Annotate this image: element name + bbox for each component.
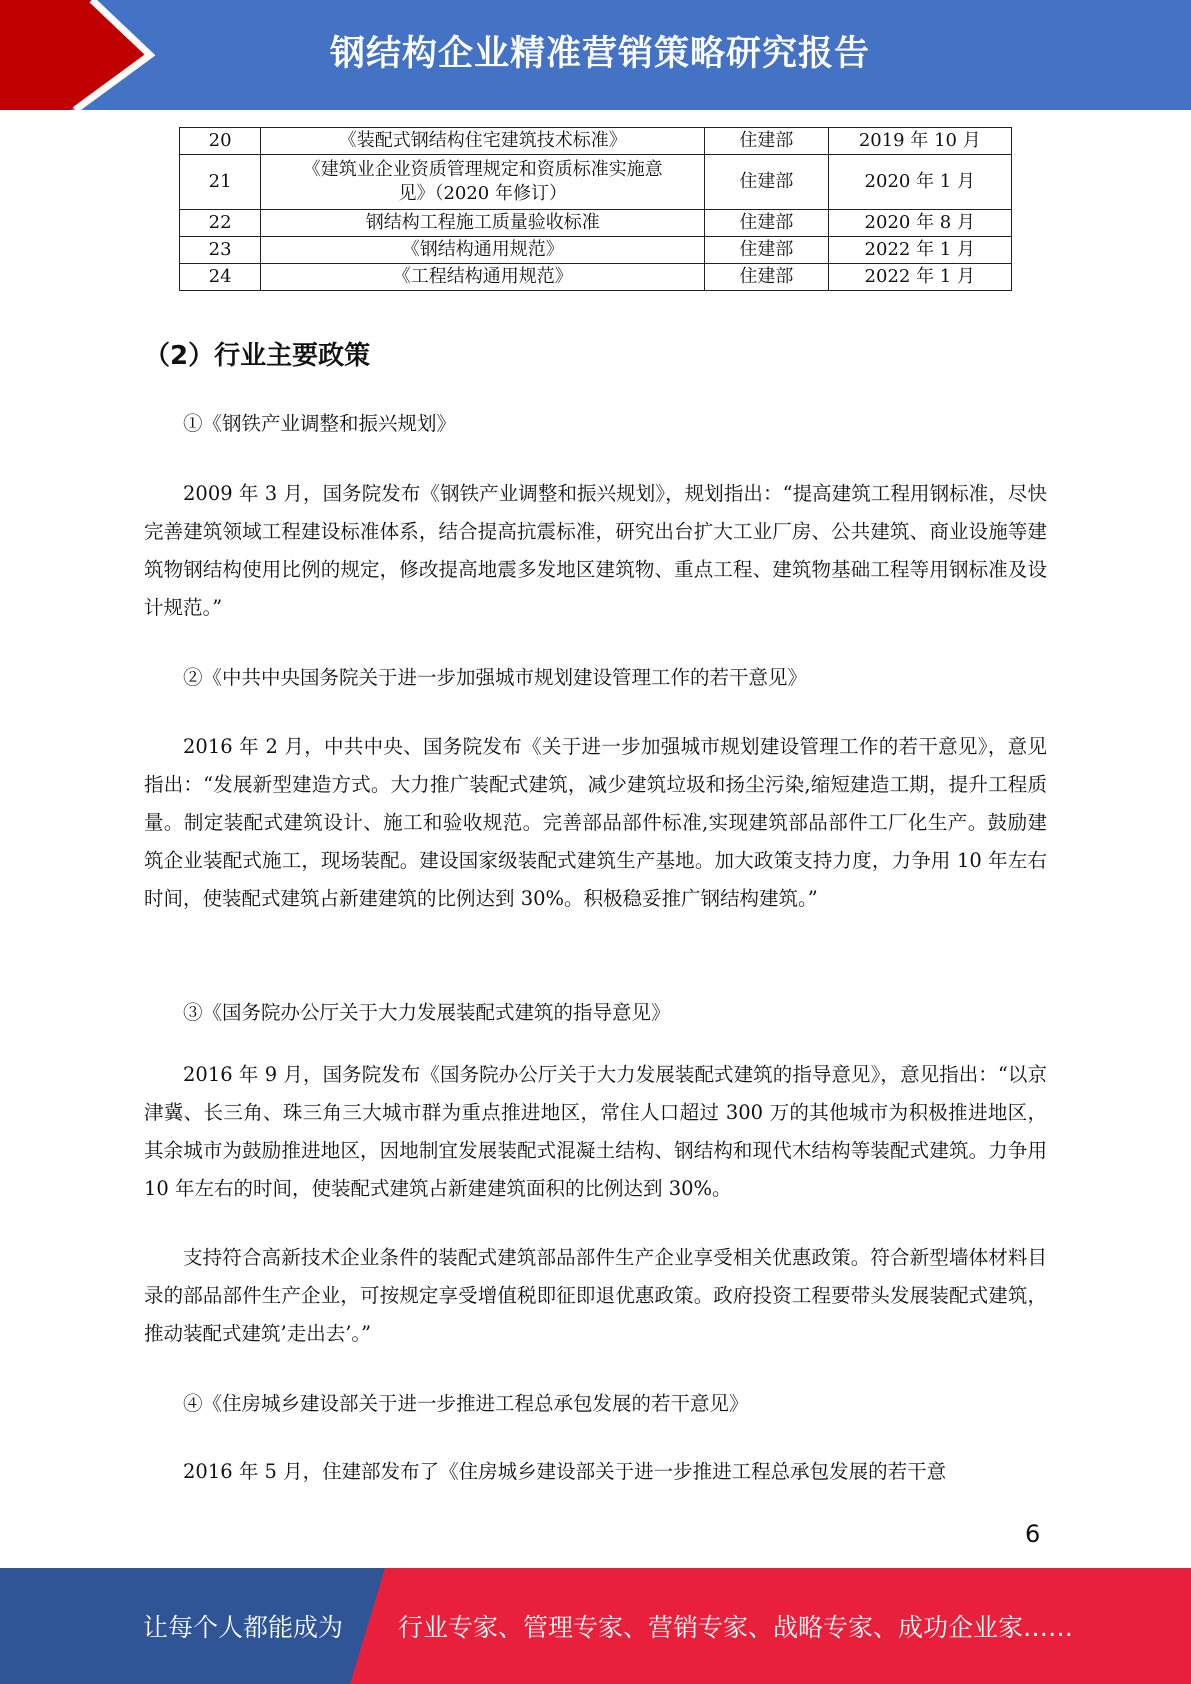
issuer: 住建部: [705, 155, 828, 210]
paragraph: 支持符合高新技术企业条件的装配式建筑部品部件生产企业享受相关优惠政策。符合新型墙体材料目录的部品部件生产企业，可按规定享受增值税即征即退优惠政策。政府投资工程要带头发展装配式建筑，推动装配式建筑’走出去’。”: [144, 1246, 1047, 1345]
table-row: [180, 128, 1012, 155]
table-row: [180, 210, 1012, 237]
page-header: [0, 0, 1191, 110]
issuer: 住建部: [705, 128, 828, 155]
issue-date: 2020 年 8 月: [828, 210, 1011, 237]
issuer: 住建部: [705, 264, 828, 291]
section-heading: （2）行业主要政策: [144, 341, 371, 371]
policy-title: ④《住房城乡建设部关于进一步推进工程总承包发展的若干意见》: [183, 1392, 749, 1415]
issuer: 住建部: [705, 210, 828, 237]
footer-slogan-left: 让每个人都能成为: [143, 1613, 344, 1642]
table-row: [180, 264, 1012, 291]
standard-name: 《工程结构通用规范》: [261, 264, 705, 291]
paragraph: 2016 年 5 月，住建部发布了《住房城乡建设部关于进一步推进工程总承包发展的若干意: [183, 1460, 947, 1483]
paragraph: 2016 年 9 月，国务院发布《国务院办公厅关于大力发展装配式建筑的指导意见》，意见指出：“以京津冀、长三角、珠三角三大城市群为重点推进地区，常住人口超过 300 万的其他城市为积极推进地区，其余城市为鼓励推进地区，因地制宜发展装配式混凝土结构、钢结构和现代木结构等装配式建筑。力争用 10 年左右的时间，使装配式建筑占新建建筑面积的比例达到 30%。: [144, 1063, 1047, 1200]
standard-name-line: 见》（2020 年修订）: [398, 183, 567, 204]
standard-name: [261, 155, 705, 210]
page-footer: [0, 1568, 1191, 1684]
row-number: 21: [180, 155, 261, 210]
policy-title: ①《钢铁产业调整和振兴规划》: [183, 412, 457, 435]
paragraph: 2009 年 3 月，国务院发布《钢铁产业调整和振兴规划》，规划指出：“提高建筑工程用钢标准，尽快完善建筑领域工程建设标准体系，结合提高抗震标准，研究出台扩大工业厂房、公共建筑、商业设施等建筑物钢结构使用比例的规定，修改提高地震多发地区建筑物、重点工程、建筑物基础工程等用钢标准及设计规范。”: [144, 482, 1047, 619]
report-title: 钢结构企业精准营销策略研究报告: [330, 34, 871, 74]
issue-date: 2020 年 1 月: [828, 155, 1011, 210]
table-row: [180, 155, 1012, 210]
policy-title: ②《中共中央国务院关于进一步加强城市规划建设管理工作的若干意见》: [183, 666, 808, 689]
standard-name-line: 《建筑业企业资质管理规定和资质标准实施意: [302, 159, 663, 180]
standards-table: [179, 127, 1012, 291]
paragraph: 2016 年 2 月，中共中央、国务院发布《关于进一步加强城市规划建设管理工作的若干意见》，意见指出：“发展新型建造方式。大力推广装配式建筑，减少建筑垃圾和扬尘污染,缩短建造工期，提升工程质量。制定装配式建筑设计、施工和验收规范。完善部品部件标准,实现建筑部品部件工厂化生产。鼓励建筑企业装配式施工，现场装配。建设国家级装配式建筑生产基地。加大政策支持力度，力争用 10 年左右时间，使装配式建筑占新建建筑的比例达到 30%。积极稳妥推广钢结构建筑。”: [144, 735, 1047, 910]
row-number: 23: [180, 237, 261, 264]
standard-name: 《装配式钢结构住宅建筑技术标准》: [261, 128, 705, 155]
row-number: 20: [180, 128, 261, 155]
footer-slogan-right: 行业专家、管理专家、营销专家、战略专家、成功企业家……: [398, 1613, 1074, 1642]
row-number: 22: [180, 210, 261, 237]
issuer: 住建部: [705, 237, 828, 264]
standard-name: 《钢结构通用规范》: [261, 237, 705, 264]
row-number: 24: [180, 264, 261, 291]
issue-date: 2022 年 1 月: [828, 264, 1011, 291]
issue-date: 2022 年 1 月: [828, 237, 1011, 264]
policy-title: ③《国务院办公厅关于大力发展装配式建筑的指导意见》: [183, 1001, 671, 1024]
standard-name: 钢结构工程施工质量验收标准: [261, 210, 705, 237]
table-row: [180, 237, 1012, 264]
page-number: 6: [1025, 1520, 1041, 1548]
issue-date: 2019 年 10 月: [828, 128, 1011, 155]
